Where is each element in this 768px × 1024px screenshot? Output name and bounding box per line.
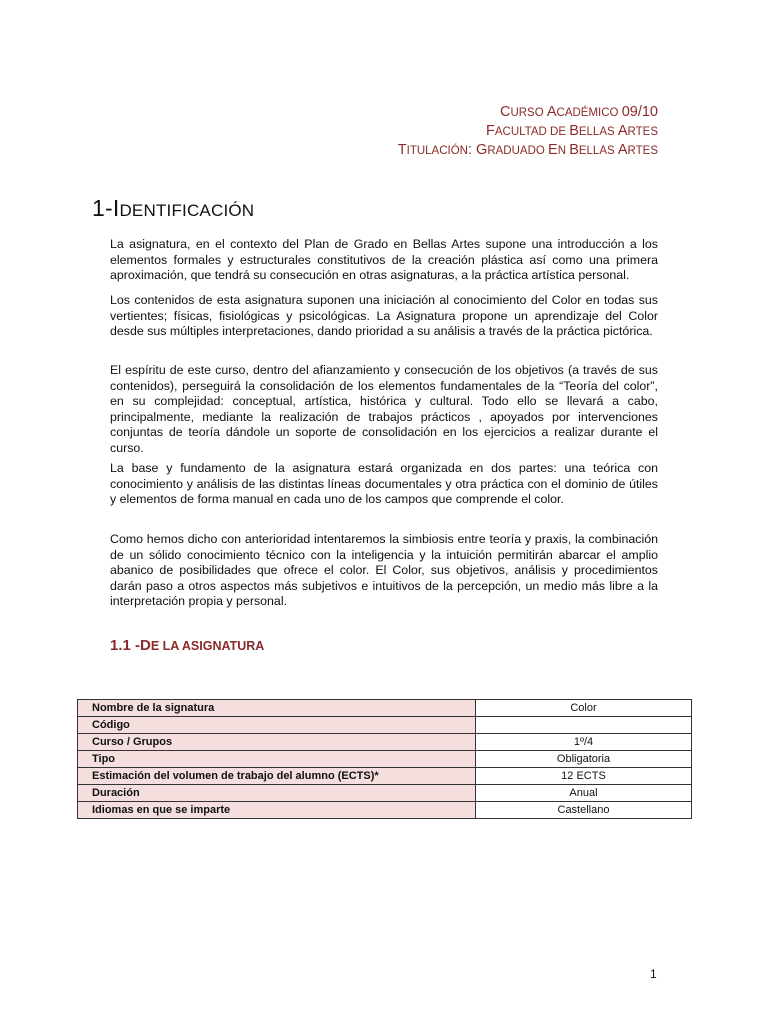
row-label: Estimación del volumen de trabajo del alumno (ECTS)* — [78, 768, 476, 785]
heading-text-segment: A — [617, 142, 628, 158]
heading-text-segment: DENTIFICACIÓN — [119, 201, 255, 220]
header-faculty — [398, 122, 658, 141]
table-row — [78, 802, 692, 819]
paragraph-text: Como hemos dicho con anterioridad intentaremos la simbiosis entre teoría y praxis, la combinación de un sólido conocimiento técnico con la inteligencia y la intuición permitirán abarcar el amplio abanico de posibilidades que ofrece el color. El Color, sus objetivos, análisis y procedimientos darán paso a otros aspectos más subjetivos e intuitivos de la percepción, un medio más libre a la interpretación propia y personal. — [110, 532, 658, 608]
header-academic-year — [398, 103, 658, 122]
paragraph-text: La base y fundamento de la asignatura estará organizada en dos partes: una teórica con conocimiento y análisis de las distintas líneas documentales y otra práctica con el dominio de útiles y elementos de forma manual en cada uno de los campos que comprende el color. — [110, 461, 658, 506]
heading-text-segment: : — [467, 142, 477, 158]
heading-text-segment: G — [476, 142, 488, 158]
heading-text-segment: 09/10 — [621, 104, 658, 120]
header-degree — [398, 141, 658, 160]
table-row — [78, 734, 692, 751]
paragraph-4 — [110, 461, 658, 508]
paragraph-5 — [110, 532, 658, 610]
heading-text-segment: CADÉMICO — [556, 107, 622, 119]
table-row — [78, 768, 692, 785]
row-label: Curso / Grupos — [78, 734, 476, 751]
table-row — [78, 700, 692, 717]
row-label: Nombre de la signatura — [78, 700, 476, 717]
heading-text-segment: A — [617, 123, 628, 139]
row-value: Obligatoria — [476, 751, 692, 768]
heading-text-segment: RADUADO — [487, 145, 549, 157]
row-label: Idiomas en que se imparte — [78, 802, 476, 819]
row-value — [476, 717, 692, 734]
heading-text-segment: T — [397, 142, 407, 158]
row-value: Castellano — [476, 802, 692, 819]
row-value: 1º/4 — [476, 734, 692, 751]
heading-text-segment: RTES — [627, 145, 658, 157]
heading-text-segment: 1-I — [92, 195, 120, 221]
heading-text-segment: URSO — [510, 107, 547, 119]
paragraph-text: El espíritu de este curso, dentro del afianzamiento y consecución de los objetivos (a través de sus contenidos), perseguirá la consolidación de los elementos fundamentales de la “Teoría del color”, en su complejidad: conceptual, artística, histórica y cultural. Todo ello se llevará a cabo, principalmente, mediante la realización de trabajos prácticos , apoyados por intervenciones conjuntas de teoría dándole un soporte de consolidación en los ejercicios a realizar durante el curso. — [110, 363, 658, 455]
table-row — [78, 717, 692, 734]
heading-text-segment: C — [499, 104, 511, 120]
heading-text-segment: B — [569, 123, 579, 139]
heading-text-segment: F — [485, 123, 495, 139]
heading-text-segment: B — [569, 142, 579, 158]
row-value: Anual — [476, 785, 692, 802]
paragraph-text: La asignatura, en el contexto del Plan de Grado en Bellas Artes supone una introducción a los elementos formales y estructurales constitutivos de la creación plástica así como una primera aproximación, que tendrá su consecución en otras asignaturas, a la práctica artística personal. — [110, 237, 658, 282]
table-row — [78, 785, 692, 802]
heading-text-segment: 1.1 -D — [110, 637, 151, 654]
heading-text-segment: ELLAS — [578, 126, 618, 138]
heading-text-segment: RTES — [627, 126, 658, 138]
paragraph-2 — [110, 293, 658, 340]
paragraph-text: Los contenidos de esta asignatura suponen una iniciación al conocimiento del Color en todas sus vertientes; físicas, fisiológicas y psicológicas. La Asignatura propone un aprendizaje del Color desde sus múltiples interpretaciones, dando prioridad a su análisis a través de la práctica pictórica. — [110, 293, 658, 338]
section-title-identification — [92, 195, 254, 222]
heading-text-segment: E LA ASIGNATURA — [150, 639, 265, 653]
table-row — [78, 751, 692, 768]
heading-text-segment: ELLAS — [578, 145, 618, 157]
heading-text-segment: ITULACIÓN — [406, 145, 468, 157]
heading-text-segment: E — [548, 142, 558, 158]
subject-info-table — [77, 699, 692, 819]
paragraph-3 — [110, 363, 658, 456]
paragraph-1 — [110, 237, 658, 284]
row-value: Color — [476, 700, 692, 717]
page-number: 1 — [650, 967, 657, 981]
heading-text-segment: N — [557, 145, 570, 157]
row-label: Código — [78, 717, 476, 734]
document-header — [398, 103, 658, 160]
row-value: 12 ECTS — [476, 768, 692, 785]
subsection-title-subject — [110, 637, 264, 654]
heading-text-segment: A — [546, 104, 557, 120]
heading-text-segment: ACULTAD DE — [494, 126, 570, 138]
row-label: Tipo — [78, 751, 476, 768]
row-label: Duración — [78, 785, 476, 802]
